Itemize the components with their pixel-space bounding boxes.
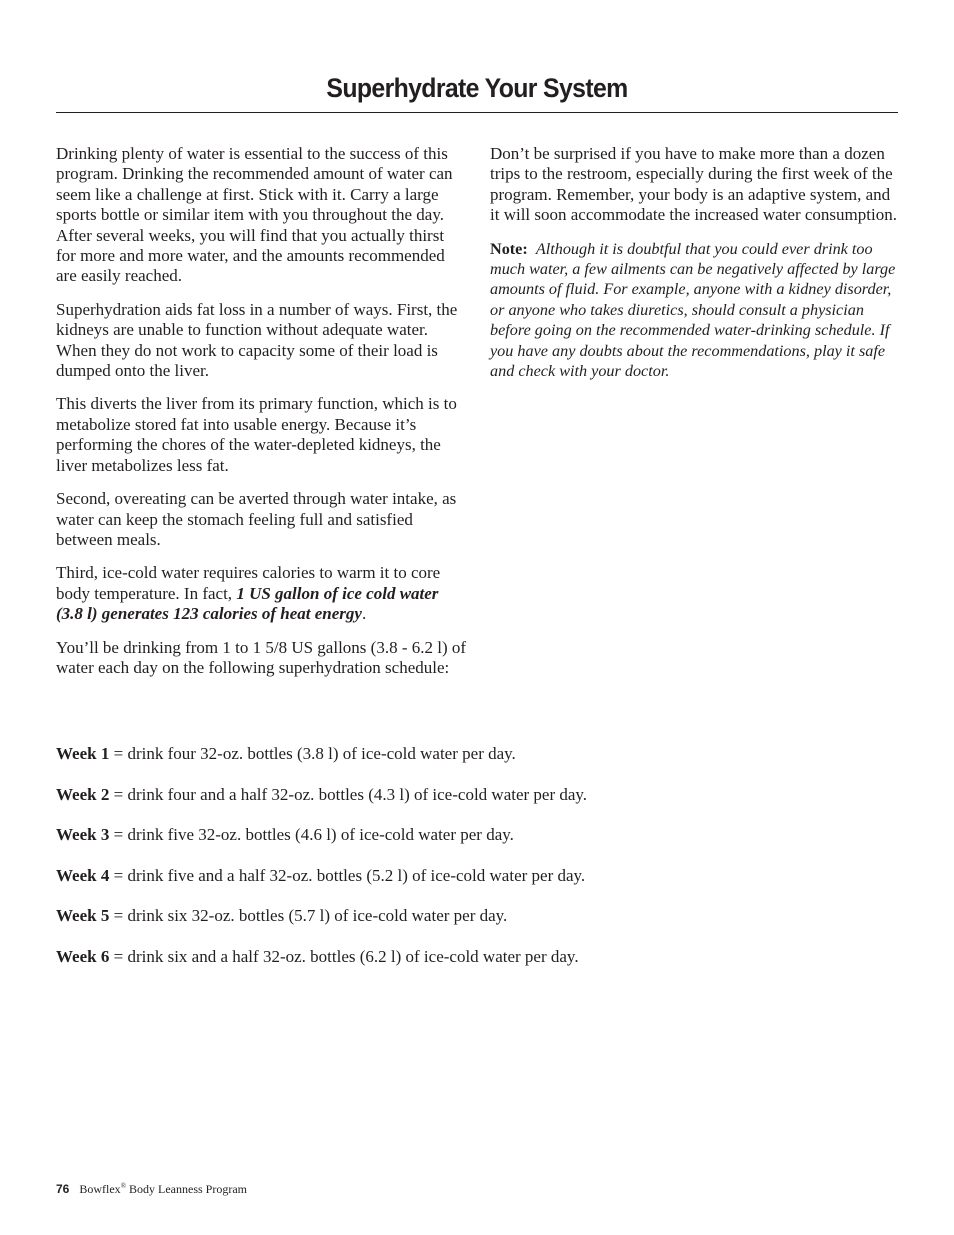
week-instruction: = drink four and a half 32-oz. bottles (4.3 l) of ice-cold water per day. xyxy=(109,784,588,804)
paragraph-restroom: Don’t be surprised if you have to make more than a dozen trips to the restroom, especially during the first week of the program. Remember, your body is an adaptive system, and it will soon accommodate the increased water consumption. xyxy=(490,144,897,225)
week-instruction: = drink four 32-oz. bottles (3.8 l) of ice-cold water per day. xyxy=(109,744,516,763)
footer-brand: Bowflex xyxy=(79,1182,121,1196)
week-instruction: = drink five and a half 32-oz. bottles (5.2 l) of ice-cold water per day. xyxy=(109,865,586,885)
schedule-row-week-2 xyxy=(56,785,898,826)
note-label: Note: xyxy=(490,239,528,258)
week-instruction: = drink six and a half 32-oz. bottles (6.2 l) of ice-cold water per day. xyxy=(109,946,579,966)
note-block xyxy=(490,239,902,382)
footer-program: Body Leanness Program xyxy=(126,1182,247,1196)
title-divider xyxy=(56,112,898,113)
ice-cold-emphasis: 1 US gallon of ice cold water (3.8 l) generates 123 calories of heat energy xyxy=(56,583,439,624)
page-footer xyxy=(56,1178,247,1197)
week-label: Week 1 xyxy=(56,744,110,763)
week-instruction: = drink five 32-oz. bottles (4.6 l) of ice-cold water per day. xyxy=(109,825,514,844)
schedule-row-week-1 xyxy=(56,744,898,785)
right-column xyxy=(490,144,902,394)
note-text: Although it is doubtful that you could ever drink too much water, a few ailments can be negatively affected by large amounts of fluid. For example, anyone with a kidney disorder, or anyone who takes diuretics, should consult a physician before going on the recommended water-drinking schedule. If you have any doubts about the recommendations, play it safe and check with your doctor. xyxy=(490,239,896,381)
week-label: Week 6 xyxy=(56,946,110,966)
week-label: Week 4 xyxy=(56,865,110,885)
paragraph-kidneys: Superhydration aids fat loss in a number of ways. First, the kidneys are unable to function without adequate water. When they do not work to capacity some of their load is dumped onto the liver. xyxy=(56,299,458,381)
schedule-row-week-5 xyxy=(56,906,898,947)
paragraph-water-importance: Drinking plenty of water is essential to the success of this program. Drinking the recommended amount of water can seem like a challenge at first. Stick with it. Carry a large sports bottle or similar item with you throughout the day. After several weeks, you will find that you actually thirst for more and more water, and the amounts recommended are easily reached. xyxy=(56,144,453,286)
paragraph-liver: This diverts the liver from its primary function, which is to metabolize stored fat into usable energy. Because it’s performing the chores of the water-depleted kidneys, the liver metabolizes less fat. xyxy=(56,394,457,475)
ice-cold-text-start: Third, ice-cold water requires calories to warm it to core body temperature. In fact, xyxy=(56,563,441,603)
paragraph-ice-cold-water xyxy=(56,563,468,624)
week-label: Week 5 xyxy=(56,906,110,925)
paragraph-overeating: Second, overeating can be averted through water intake, as water can keep the stomach feeling full and satisfied between meals. xyxy=(56,489,457,549)
registered-mark: ® xyxy=(120,1182,127,1190)
page-number: 76 xyxy=(56,1182,70,1196)
schedule-row-week-3 xyxy=(56,825,898,866)
schedule-row-week-4 xyxy=(56,866,898,907)
week-label: Week 3 xyxy=(56,825,110,844)
paragraph-schedule-intro: You’ll be drinking from 1 to 1 5/8 US gallons (3.8 - 6.2 l) of water each day on the following superhydration schedule: xyxy=(56,637,467,677)
hydration-schedule xyxy=(56,744,898,987)
week-label: Week 2 xyxy=(56,784,110,804)
schedule-row-week-6 xyxy=(56,947,898,988)
ice-cold-text-end: . xyxy=(361,604,367,624)
left-column xyxy=(56,144,468,691)
week-instruction: = drink six 32-oz. bottles (5.7 l) of ice-cold water per day. xyxy=(109,906,508,925)
page-title: Superhydrate Your System xyxy=(326,73,628,103)
